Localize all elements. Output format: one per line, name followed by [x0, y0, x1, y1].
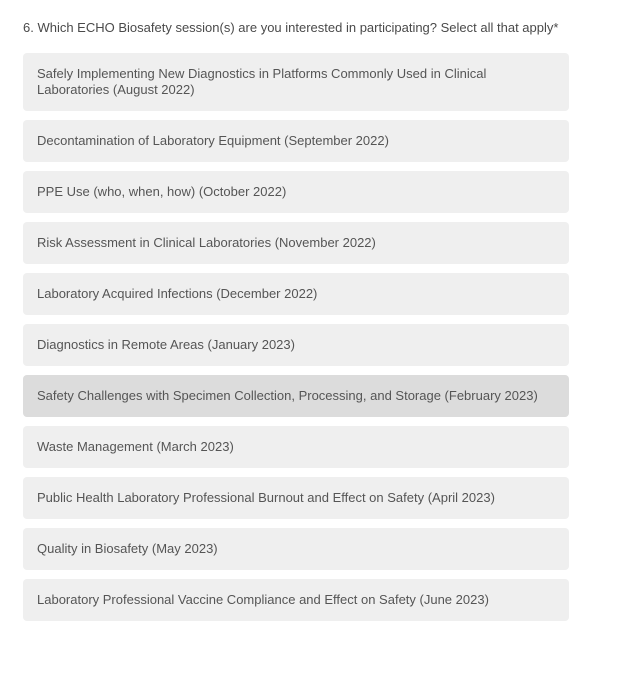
option-ppe-use-oct-2022[interactable]: PPE Use (who, when, how) (October 2022): [23, 171, 569, 213]
option-vaccine-compliance-jun-2023[interactable]: Laboratory Professional Vaccine Compliance and Effect on Safety (June 2023): [23, 579, 569, 621]
option-diagnostics-remote-areas-jan-2023[interactable]: Diagnostics in Remote Areas (January 2023): [23, 324, 569, 366]
option-risk-assessment-clinical-labs-nov-2022[interactable]: Risk Assessment in Clinical Laboratories (November 2022): [23, 222, 569, 264]
option-new-diagnostics-platforms-aug-2022[interactable]: Safely Implementing New Diagnostics in Platforms Commonly Used in Clinical Laboratories (August 2022): [23, 53, 569, 111]
option-phl-professional-burnout-apr-2023[interactable]: Public Health Laboratory Professional Burnout and Effect on Safety (April 2023): [23, 477, 569, 519]
option-safety-challenges-specimen-feb-2023[interactable]: Safety Challenges with Specimen Collection, Processing, and Storage (February 2023): [23, 375, 569, 417]
options-list: [23, 53, 569, 621]
question-text: 6. Which ECHO Biosafety session(s) are you interested in participating? Select all that apply*: [23, 20, 559, 35]
option-lab-acquired-infections-dec-2022[interactable]: Laboratory Acquired Infections (December 2022): [23, 273, 569, 315]
option-waste-management-mar-2023[interactable]: Waste Management (March 2023): [23, 426, 569, 468]
option-decontamination-lab-equipment-sep-2022[interactable]: Decontamination of Laboratory Equipment (September 2022): [23, 120, 569, 162]
option-quality-in-biosafety-may-2023[interactable]: Quality in Biosafety (May 2023): [23, 528, 569, 570]
